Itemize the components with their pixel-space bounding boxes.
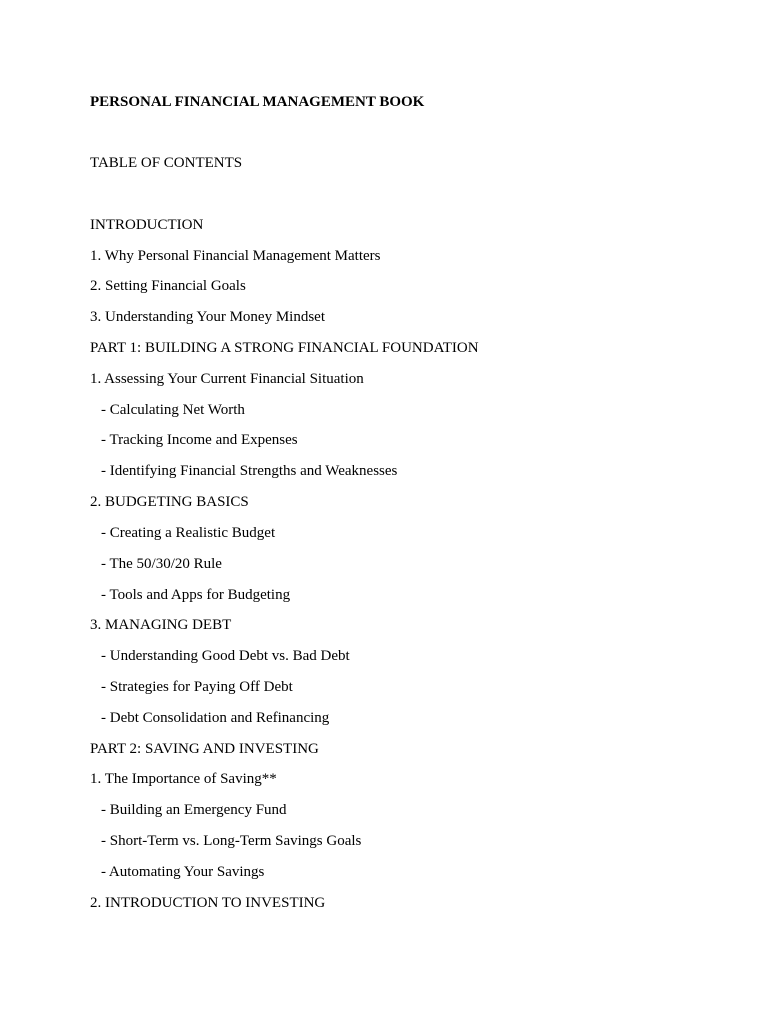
toc-subitem: - Understanding Good Debt vs. Bad Debt (101, 648, 350, 664)
toc-heading: TABLE OF CONTENTS (90, 155, 243, 171)
toc-subitem: - Short-Term vs. Long-Term Savings Goals (101, 833, 362, 849)
toc-part-heading: PART 2: SAVING AND INVESTING (90, 741, 319, 757)
toc-item: 1. Why Personal Financial Management Matters (90, 248, 381, 264)
toc-subitem: - The 50/30/20 Rule (101, 556, 222, 572)
toc-subitem: - Debt Consolidation and Refinancing (101, 710, 330, 726)
toc-subitem: - Identifying Financial Strengths and Weaknesses (101, 463, 398, 479)
document-title: PERSONAL FINANCIAL MANAGEMENT BOOK (90, 94, 425, 110)
toc-subitem: - Creating a Realistic Budget (101, 525, 276, 541)
toc-item: 1. Assessing Your Current Financial Situation (90, 371, 364, 387)
toc-subitem: - Tracking Income and Expenses (101, 432, 298, 448)
toc-subitem: - Strategies for Paying Off Debt (101, 679, 293, 695)
toc-item: 2. Setting Financial Goals (90, 278, 246, 294)
toc-item: 2. BUDGETING BASICS (90, 494, 249, 510)
toc-section-introduction: INTRODUCTION (90, 217, 204, 233)
toc-subitem: - Building an Emergency Fund (101, 802, 287, 818)
toc-item: 2. INTRODUCTION TO INVESTING (90, 895, 326, 911)
toc-item: 3. MANAGING DEBT (90, 617, 232, 633)
toc-subitem: - Automating Your Savings (101, 864, 265, 880)
toc-item: 1. The Importance of Saving** (90, 771, 277, 787)
toc-part-heading: PART 1: BUILDING A STRONG FINANCIAL FOUNDATION (90, 340, 479, 356)
toc-subitem: - Calculating Net Worth (101, 402, 245, 418)
toc-subitem: - Tools and Apps for Budgeting (101, 587, 291, 603)
toc-item: 3. Understanding Your Money Mindset (90, 309, 325, 325)
